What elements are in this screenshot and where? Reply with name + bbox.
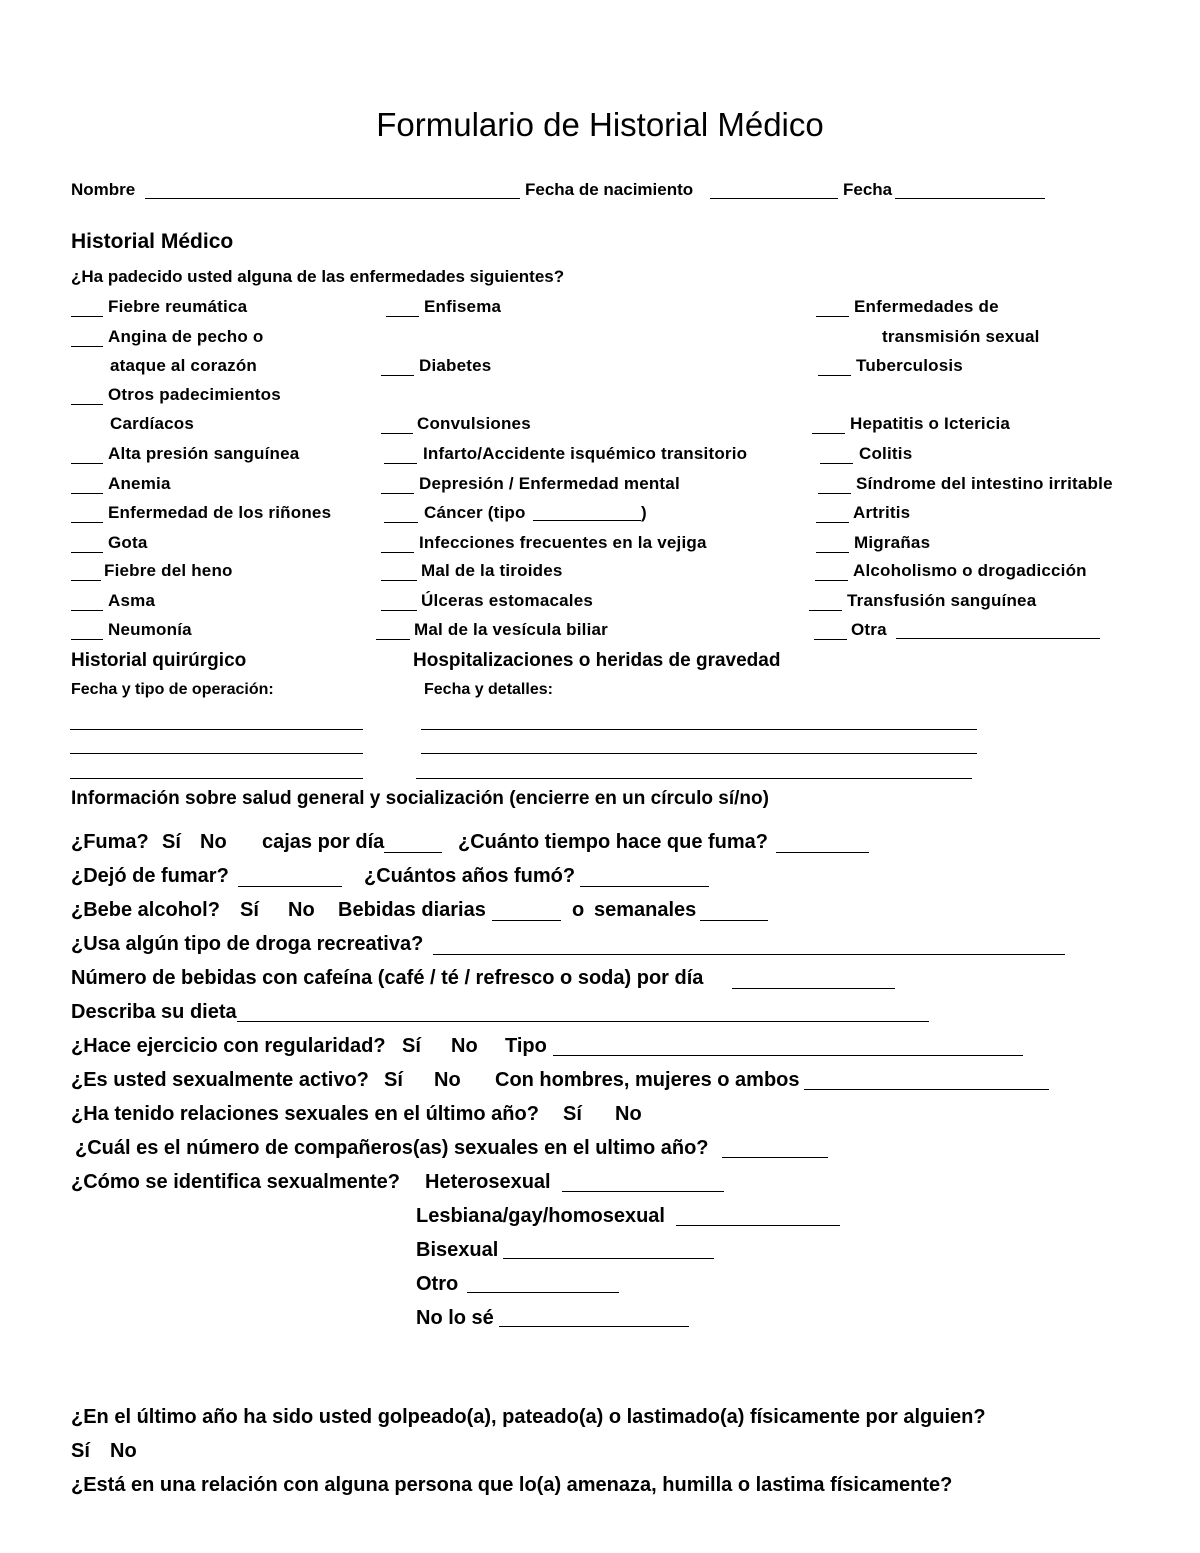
identity-field[interactable]: [499, 1326, 689, 1327]
disease-item: Hepatitis o Ictericia: [850, 414, 1011, 433]
smoke-question: ¿Fuma?: [71, 831, 149, 853]
abuse-question: ¿En el último año ha sido usted golpeado(a), pateado(a) o lastimado(a) físicamente por alguien?: [71, 1406, 986, 1428]
disease-item: Depresión / Enfermedad mental: [419, 474, 680, 493]
yes-option[interactable]: Sí: [563, 1103, 582, 1125]
packs-label: cajas por día: [262, 831, 385, 853]
partners-num-question: ¿Cuál es el número de compañeros(as) sexuales en el ultimo año?: [75, 1137, 709, 1159]
checkbox-line[interactable]: [381, 580, 417, 581]
medical-history-heading: Historial Médico: [71, 230, 234, 253]
diet-label: Describa su dieta: [71, 1001, 237, 1023]
checkbox-line[interactable]: [376, 639, 410, 640]
hospital-line[interactable]: [416, 778, 972, 779]
weekly-field[interactable]: [700, 920, 768, 921]
hospital-heading: Hospitalizaciones o heridas de gravedad: [413, 650, 781, 671]
disease-item: Fiebre del heno: [104, 561, 233, 580]
disease-item: Cardíacos: [110, 414, 195, 433]
hospital-sublabel: Fecha y detalles:: [424, 681, 553, 698]
alcohol-question: ¿Bebe alcohol?: [71, 899, 220, 921]
identity-option[interactable]: Heterosexual: [425, 1171, 551, 1193]
general-heading: Información sobre salud general y socialización (encierre en un círculo sí/no): [71, 788, 769, 809]
exercise-question: ¿Hace ejercicio con regularidad?: [71, 1035, 386, 1057]
checkbox-line[interactable]: [816, 316, 849, 317]
type-label: Tipo: [505, 1035, 547, 1057]
smoke-time-field[interactable]: [776, 852, 869, 853]
years-field[interactable]: [580, 886, 709, 887]
disease-question: ¿Ha padecido usted alguna de las enfermedades siguientes?: [71, 267, 565, 286]
relationship-question: ¿Está en una relación con alguna persona que lo(a) amenaza, humilla o lastima físicamente?: [71, 1474, 953, 1496]
disease-item: Transfusión sanguínea: [847, 591, 1037, 610]
checkbox-line[interactable]: [381, 610, 417, 611]
yes-option[interactable]: Sí: [240, 899, 259, 921]
disease-item: Migrañas: [854, 533, 931, 552]
date-label: Fecha: [843, 180, 893, 199]
disease-item: Enfermedad de los riñones: [108, 503, 332, 522]
checkbox-line[interactable]: [384, 463, 417, 464]
page-title: Formulario de Historial Médico: [376, 106, 824, 143]
checkbox-line[interactable]: [71, 580, 101, 581]
disease-item: Infecciones frecuentes en la vejiga: [419, 533, 707, 552]
disease-item: Enfisema: [424, 297, 502, 316]
checkbox-line[interactable]: [386, 316, 419, 317]
quit-field[interactable]: [238, 886, 342, 887]
smoke-time-label: ¿Cuánto tiempo hace que fuma?: [458, 831, 769, 853]
checkbox-line[interactable]: [71, 316, 103, 317]
checkbox-line[interactable]: [816, 552, 849, 553]
caffeine-question: Número de bebidas con cafeína (café / té / refresco o soda) por día: [71, 967, 704, 989]
diet-field[interactable]: [237, 1021, 929, 1022]
yes-option[interactable]: Sí: [384, 1069, 403, 1091]
sex-lastyear-question: ¿Ha tenido relaciones sexuales en el último año?: [71, 1103, 539, 1125]
partners-num-field[interactable]: [722, 1157, 828, 1158]
checkbox-line[interactable]: [71, 493, 103, 494]
checkbox-line[interactable]: [815, 580, 848, 581]
or-label: o: [572, 899, 585, 921]
no-option[interactable]: No: [288, 899, 315, 921]
disease-item: Mal de la tiroides: [421, 561, 563, 580]
cancer-type-field[interactable]: [533, 520, 641, 521]
no-option[interactable]: No: [451, 1035, 478, 1057]
checkbox-line[interactable]: [71, 552, 103, 553]
identity-field[interactable]: [467, 1292, 619, 1293]
identity-field[interactable]: [503, 1258, 714, 1259]
no-option[interactable]: No: [615, 1103, 642, 1125]
identity-field[interactable]: [562, 1191, 724, 1192]
disease-item: Diabetes: [419, 356, 492, 375]
disease-item: transmisión sexual: [882, 327, 1040, 346]
years-question: ¿Cuántos años fumó?: [364, 865, 576, 887]
disease-item: Mal de la vesícula biliar: [414, 620, 608, 639]
disease-item: ataque al corazón: [110, 356, 257, 375]
checkbox-line[interactable]: [381, 552, 414, 553]
disease-item: Colitis: [859, 444, 913, 463]
caffeine-field[interactable]: [732, 988, 895, 989]
checkbox-line[interactable]: [381, 433, 413, 434]
checkbox-line[interactable]: [71, 463, 103, 464]
disease-item: Artritis: [853, 503, 911, 522]
checkbox-line[interactable]: [384, 522, 418, 523]
disease-item: ): [641, 503, 647, 522]
disease-item: Asma: [108, 591, 156, 610]
no-option[interactable]: No: [200, 831, 227, 853]
identity-option[interactable]: Otro: [416, 1273, 459, 1295]
identity-option[interactable]: No lo sé: [416, 1307, 494, 1329]
name-label: Nombre: [71, 180, 136, 199]
no-option[interactable]: No: [434, 1069, 461, 1091]
hospital-line[interactable]: [421, 753, 977, 754]
exercise-type-field[interactable]: [553, 1055, 1023, 1056]
disease-item: Infarto/Accidente isquémico transitorio: [423, 444, 748, 463]
disease-item: Úlceras estomacales: [421, 591, 594, 610]
packs-field[interactable]: [384, 852, 442, 853]
disease-item: Gota: [108, 533, 148, 552]
identity-field[interactable]: [676, 1225, 840, 1226]
surgical-sublabel: Fecha y tipo de operación:: [71, 681, 274, 698]
disease-item: Angina de pecho o: [108, 327, 264, 346]
identity-option[interactable]: Lesbiana/gay/homosexual: [416, 1205, 665, 1227]
disease-item: Síndrome del intestino irritable: [856, 474, 1113, 493]
daily-label: Bebidas diarias: [338, 899, 486, 921]
partners-with-field[interactable]: [804, 1089, 1049, 1090]
checkbox-line[interactable]: [71, 404, 103, 405]
checkbox-line[interactable]: [71, 610, 103, 611]
disease-item: Alcoholismo o drogadicción: [853, 561, 1087, 580]
dob-field[interactable]: [710, 198, 838, 199]
quit-question: ¿Dejó de fumar?: [71, 865, 229, 887]
checkbox-line[interactable]: [809, 610, 842, 611]
disease-item: Fiebre reumática: [108, 297, 248, 316]
checkbox-line[interactable]: [71, 639, 103, 640]
checkbox-line[interactable]: [381, 493, 414, 494]
date-field[interactable]: [895, 198, 1045, 199]
disease-item: Otros padecimientos: [108, 385, 281, 404]
disease-item: Anemia: [108, 474, 171, 493]
checkbox-line[interactable]: [818, 493, 851, 494]
identity-option[interactable]: Bisexual: [416, 1239, 499, 1261]
surgical-heading: Historial quirúrgico: [71, 650, 247, 671]
disease-item: Convulsiones: [417, 414, 531, 433]
surgical-line[interactable]: [70, 729, 363, 730]
disease-item: Otra: [851, 620, 887, 639]
checkbox-line[interactable]: [381, 375, 414, 376]
disease-item: Neumonía: [108, 620, 192, 639]
name-field[interactable]: [145, 198, 520, 199]
checkbox-line[interactable]: [816, 522, 849, 523]
checkbox-line[interactable]: [818, 375, 851, 376]
partners-with-label: Con hombres, mujeres o ambos: [495, 1069, 800, 1091]
drugs-question: ¿Usa algún tipo de droga recreativa?: [71, 933, 424, 955]
drugs-field[interactable]: [433, 954, 1065, 955]
disease-item: Tuberculosis: [856, 356, 963, 375]
disease-item: Alta presión sanguínea: [108, 444, 300, 463]
surgical-line[interactable]: [70, 778, 363, 779]
checkbox-line[interactable]: [812, 433, 845, 434]
checkbox-line[interactable]: [814, 639, 847, 640]
checkbox-line[interactable]: [71, 346, 103, 347]
yes-option[interactable]: Sí: [162, 831, 181, 853]
checkbox-line[interactable]: [71, 522, 103, 523]
identity-question: ¿Cómo se identifica sexualmente?: [71, 1171, 400, 1193]
yes-option[interactable]: Sí: [71, 1440, 90, 1462]
checkbox-line[interactable]: [820, 463, 853, 464]
dob-label: Fecha de nacimiento: [525, 180, 694, 199]
surgical-line[interactable]: [70, 753, 363, 754]
disease-item: Cáncer (tipo: [424, 503, 526, 522]
weekly-label: semanales: [594, 899, 697, 921]
yes-option[interactable]: Sí: [402, 1035, 421, 1057]
other-disease-field[interactable]: [896, 638, 1100, 639]
hospital-line[interactable]: [421, 729, 977, 730]
daily-field[interactable]: [492, 920, 561, 921]
no-option[interactable]: No: [110, 1440, 137, 1462]
disease-item: Enfermedades de: [854, 297, 999, 316]
sexactive-question: ¿Es usted sexualmente activo?: [71, 1069, 369, 1091]
